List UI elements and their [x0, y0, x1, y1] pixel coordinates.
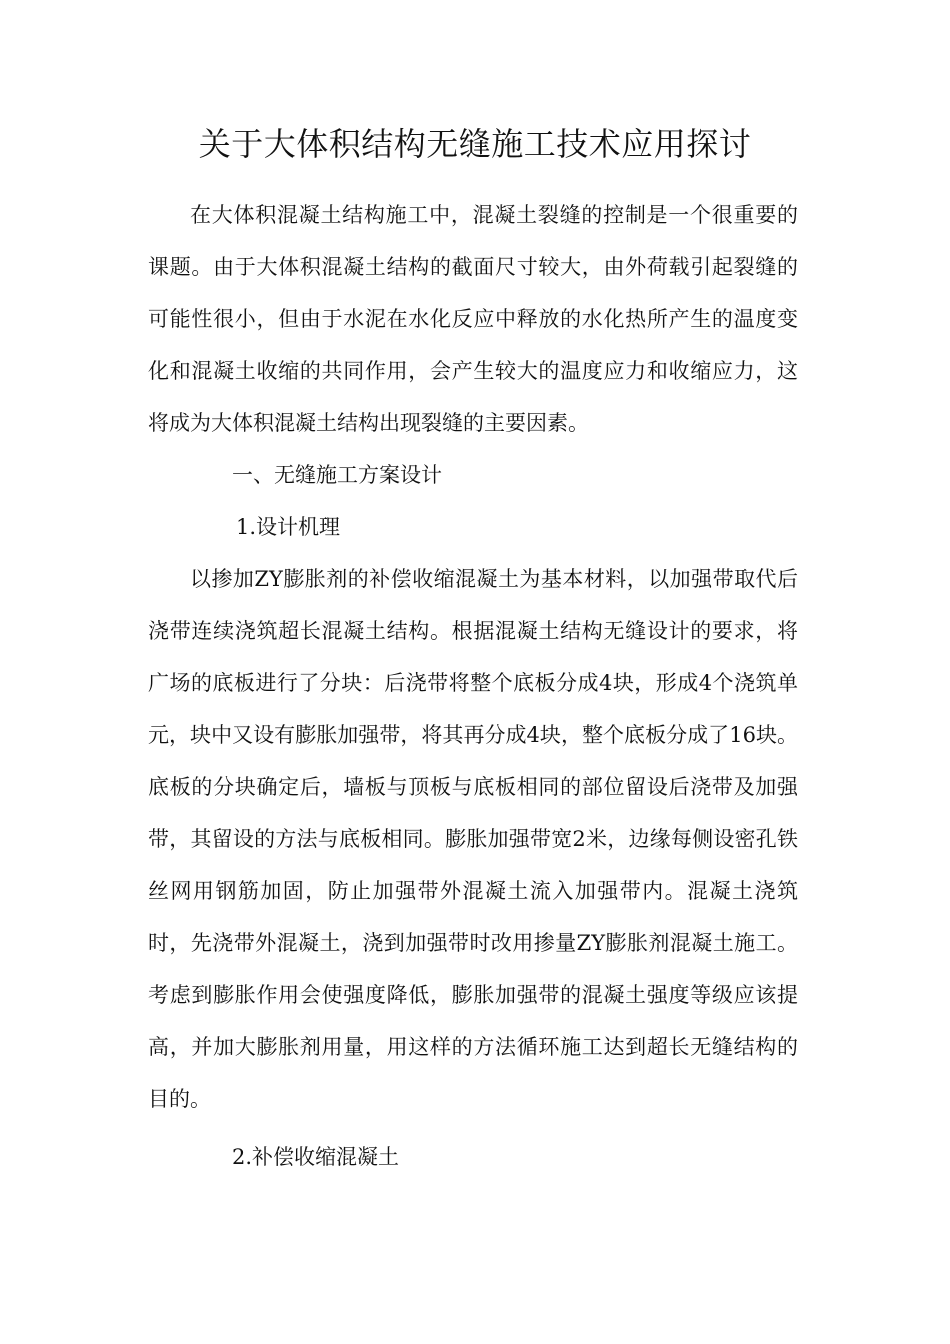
document-title: 关于大体积结构无缝施工技术应用探讨 [198, 125, 752, 163]
section-heading-1: 一、无缝施工方案设计 [232, 463, 442, 487]
subsection-heading-1: 1.设计机理 [236, 515, 341, 539]
subsection-heading-2: 2.补偿收缩混凝土 [232, 1145, 400, 1169]
paragraph-design-mechanism: 以掺加ZY膨胀剂的补偿收缩混凝土为基本材料，以加强带取代后浇带连续浇筑超长混凝土结构。根据混凝土结构无缝设计的要求，将广场的底板进行了分块：后浇带将整个底板分成4块，形成4个浇筑单元，块中又设有膨胀加强带，将其再分成4块，整个底板分成了16块。底板的分块确定后，墙板与顶板与底板相同的部位留设后浇带及加强带，其留设的方法与底板相同。膨胀加强带宽2米，边缘每侧设密孔铁丝网用钢筋加固，防止加强带外混凝土流入加强带内。混凝土浇筑时，先浇带外混凝土，浇到加强带时改用掺量ZY膨胀剂混凝土施工。考虑到膨胀作用会使强度降低，膨胀加强带的混凝土强度等级应该提高，并加大膨胀剂用量，用这样的方法循环施工达到超长无缝结构的目的。 [148, 567, 798, 1111]
paragraph-intro: 在大体积混凝土结构施工中，混凝土裂缝的控制是一个很重要的课题。由于大体积混凝土结构的截面尺寸较大，由外荷载引起裂缝的可能性很小，但由于水泥在水化反应中释放的水化热所产生的温度变化和混凝土收缩的共同作用，会产生较大的温度应力和收缩应力，这将成为大体积混凝土结构出现裂缝的主要因素。 [148, 203, 798, 435]
document-body [148, 189, 798, 1183]
